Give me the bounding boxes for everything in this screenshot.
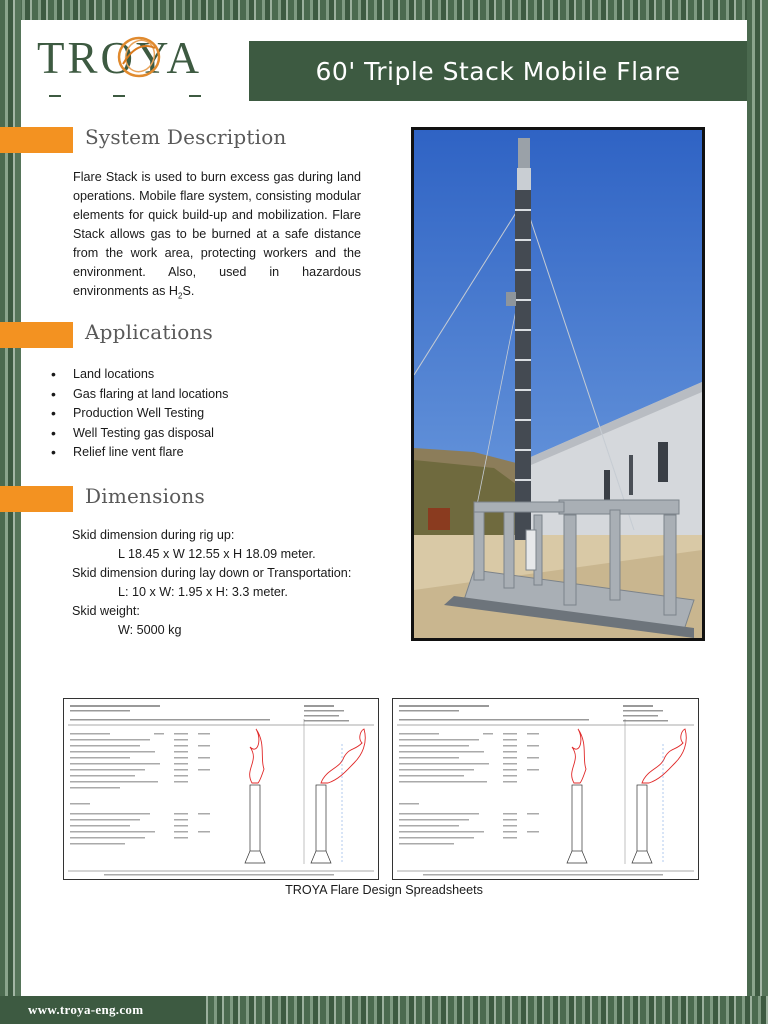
list-item: • Production Well Testing bbox=[51, 404, 228, 424]
flare-design-spreadsheet bbox=[392, 698, 699, 880]
dimension-value: W: 5000 kg bbox=[118, 623, 182, 637]
top-border bbox=[0, 0, 768, 20]
logo-wordmark: TROYA bbox=[37, 33, 203, 83]
dimension-line: Skid dimension during lay down or Transportation: bbox=[72, 566, 352, 580]
website-link[interactable]: www.troya-eng.com bbox=[28, 1002, 144, 1017]
dimensions-block bbox=[72, 526, 351, 640]
section-marker bbox=[0, 486, 73, 512]
flare-design-spreadsheet bbox=[63, 698, 379, 880]
dimension-line: Skid weight: bbox=[72, 604, 140, 618]
page-title: 60' Triple Stack Mobile Flare bbox=[249, 41, 747, 101]
section-title: Applications bbox=[85, 320, 213, 344]
list-item: • Land locations bbox=[51, 365, 228, 385]
section-marker bbox=[0, 127, 73, 153]
list-item: • Relief line vent flare bbox=[51, 443, 228, 463]
logo-ticks bbox=[49, 95, 209, 97]
section-marker bbox=[0, 322, 73, 348]
system-description: Flare Stack is used to burn excess gas during land operations. Mobile flare system, consisting modular elements for quick build-up and mobilization. Flare Stack allows gas to be burned at a safe distance from the work area, protecting workers and the environment. Also, used in hazardous environments as $H_2S$. bbox=[73, 170, 361, 301]
list-item: • Well Testing gas disposal bbox=[51, 424, 228, 444]
right-border bbox=[747, 0, 768, 1024]
section-title: Dimensions bbox=[85, 484, 205, 508]
flare-stack-photo bbox=[411, 127, 705, 641]
figure-caption: TROYA Flare Design Spreadsheets bbox=[285, 883, 483, 897]
list-item: • Gas flaring at land locations bbox=[51, 385, 228, 405]
applications-list bbox=[51, 365, 228, 463]
page bbox=[21, 20, 747, 996]
dimension-value: L: 10 x W: 1.95 x H: 3.3 meter. bbox=[118, 585, 288, 599]
left-border bbox=[0, 0, 21, 1024]
dimension-line: Skid dimension during rig up: bbox=[72, 528, 235, 542]
logo-swirl-icon bbox=[109, 30, 169, 82]
section-title: System Description bbox=[85, 125, 287, 149]
dimension-value: L 18.45 x W 12.55 x H 18.09 meter. bbox=[118, 547, 316, 561]
troya-logo bbox=[37, 33, 217, 106]
